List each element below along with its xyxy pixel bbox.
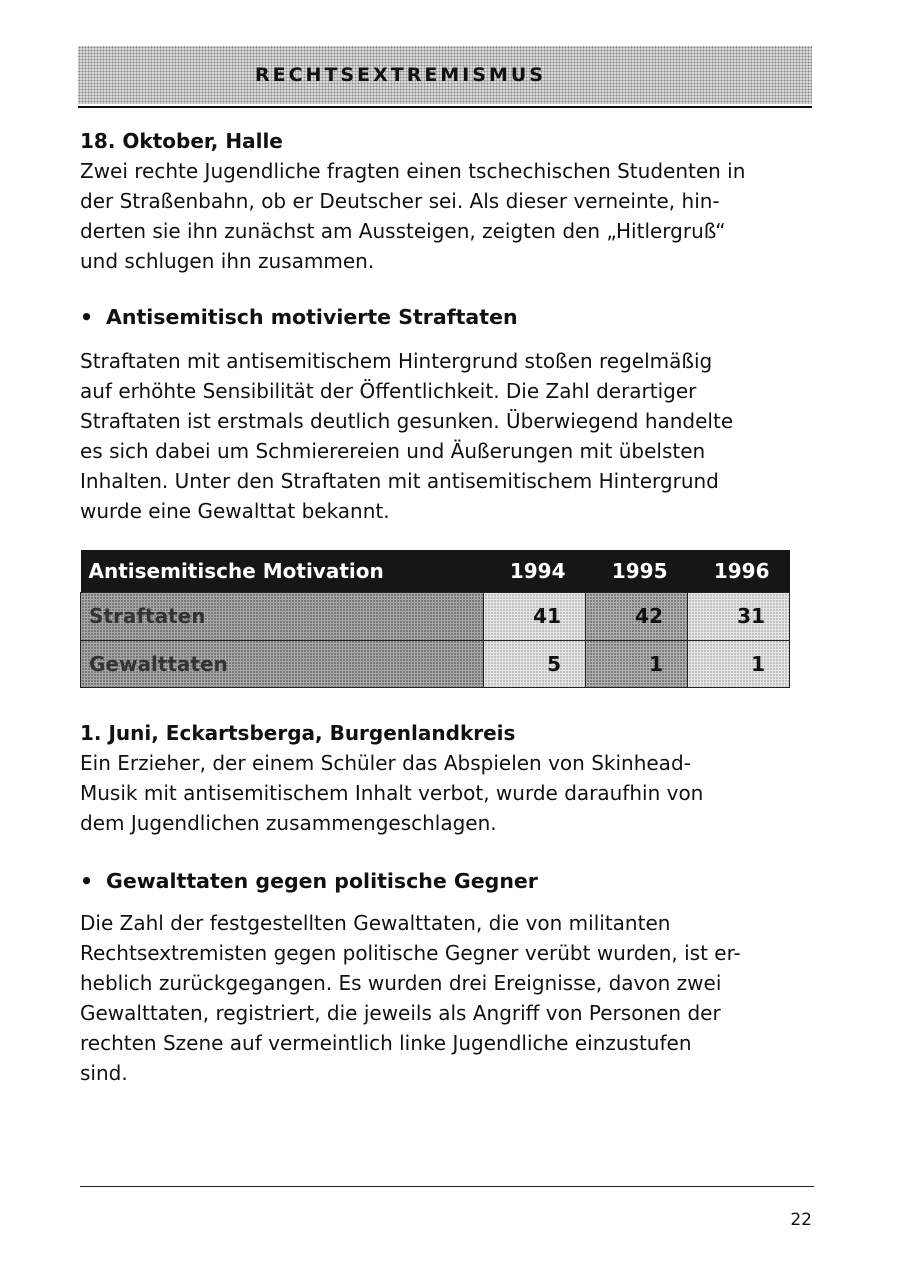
text-line: rechten Szene auf vermeintlich linke Jugendliche einzustufen [80,1031,692,1055]
table-cell: 41 [484,593,586,641]
table-row [81,640,790,688]
section-heading [80,302,812,332]
text-line: wurde eine Gewalttat bekannt. [80,499,390,523]
incident-halle [80,126,812,276]
section-heading-text: Gewalttaten gegen politische Gegner [106,869,538,893]
text-line: Gewalttaten, registriert, die jeweils als Angriff von Personen der [80,1001,721,1025]
text-line: Ein Erzieher, der einem Schüler das Abspielen von Skinhead- [80,751,691,775]
incident-title: 18. Oktober, Halle [80,129,283,153]
table-header-cell: 1996 [688,550,790,593]
text-line: Die Zahl der festgestellten Gewalttaten, die von militanten [80,911,671,935]
statistics-table [80,550,790,688]
text-line: Musik mit antisemitischem Inhalt verbot, wurde daraufhin von [80,781,704,805]
section-heading-text: Antisemitisch motivierte Straftaten [106,305,518,329]
table-cell: 31 [688,593,790,641]
footer-rule [80,1186,814,1187]
table-row [81,593,790,641]
text-line: Rechtsextremisten gegen politische Gegner verübt wurden, ist er- [80,941,741,965]
section-antisemitic [80,302,812,332]
section-political-opponents-body [80,908,812,1088]
table-header-cell: 1995 [586,550,688,593]
text-line: und schlugen ihn zusammen. [80,249,375,273]
section-political-opponents [80,866,812,896]
section-text [80,908,812,1088]
incident-text [80,748,812,838]
page-number: 22 [790,1210,812,1230]
text-line: Straftaten mit antisemitischem Hintergrund stoßen regelmäßig [80,349,713,373]
text-line: auf erhöhte Sensibilität der Öffentlichkeit. Die Zahl derartiger [80,379,697,403]
text-line: Zwei rechte Jugendliche fragten einen tschechischen Studenten in [80,159,746,183]
table-cell: 1 [586,640,688,688]
incident-text [80,156,812,276]
header-rule [78,106,812,108]
table-header-cell: Antisemitische Motivation [81,550,484,593]
incident-eckartsberga [80,718,812,838]
bullet: • [80,869,94,893]
table-header-cell: 1994 [484,550,586,593]
bullet: • [80,305,94,329]
text-line: sind. [80,1061,128,1085]
text-line: derten sie ihn zunächst am Aussteigen, zeigten den „Hitlergruß“ [80,219,726,243]
section-text [80,346,812,526]
text-line: dem Jugendlichen zusammengeschlagen. [80,811,497,835]
section-antisemitic-body [80,346,812,526]
table-cell: 42 [586,593,688,641]
page-header-title: RECHTSEXTREMISMUS [255,64,546,86]
table-cell: 1 [688,640,790,688]
incident-title: 1. Juni, Eckartsberga, Burgenlandkreis [80,721,516,745]
table-row-label: Gewalttaten [81,640,484,688]
table-header-row [81,550,790,593]
text-line: heblich zurückgegangen. Es wurden drei Ereignisse, davon zwei [80,971,722,995]
table-cell: 5 [484,640,586,688]
text-line: es sich dabei um Schmierereien und Äußerungen mit übelsten [80,439,706,463]
section-heading [80,866,812,896]
text-line: der Straßenbahn, ob er Deutscher sei. Als dieser verneinte, hin- [80,189,720,213]
text-line: Straftaten ist erstmals deutlich gesunken. Überwiegend handelte [80,409,734,433]
text-line: Inhalten. Unter den Straftaten mit antisemitischem Hintergrund [80,469,719,493]
table-row-label: Straftaten [81,593,484,641]
